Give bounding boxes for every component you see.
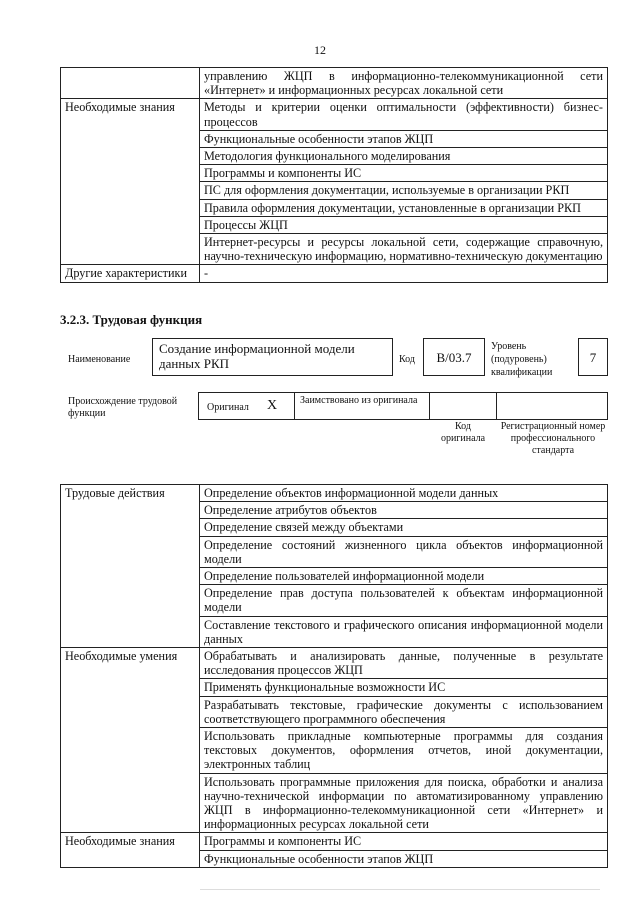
row-item: - (200, 265, 608, 282)
row-item: Использовать программные приложения для поиска, обработки и анализа научно-технической информации по автоматизированному управлению ЖЦП в информационно-телекоммуникационной сети «Интернет» и информационных ресурсах локальной сети (200, 773, 608, 833)
row-item: Процессы ЖЦП (200, 216, 608, 233)
level-label: Уровень (подуровень) квалификации (491, 341, 553, 378)
row-item: Определение атрибутов объектов (200, 502, 608, 519)
function-name-value: Создание информационной модели данных РКП (159, 341, 355, 371)
level-box (578, 338, 608, 376)
row-item: Определение объектов информационной модели данных (200, 485, 608, 502)
reg-number-box (496, 392, 608, 420)
row-item: управлению ЖЦП в информационно-телекоммуникационной сети «Интернет» и информационных ресурсах локальной сети (200, 68, 608, 99)
original-label: Оригинал (207, 402, 249, 413)
row-label: Необходимые знания (61, 99, 200, 265)
row-item: Программы и компоненты ИС (200, 833, 608, 850)
original-mark: X (267, 398, 278, 413)
reg-number-label: Регистрационный номер профессионального стандарта (500, 421, 606, 456)
row-item: Составление текстового и графического описания информационной модели данных (200, 616, 608, 647)
row-item: Определение прав доступа пользователей к объектам информационной модели (200, 585, 608, 616)
row-label: Трудовые действия (61, 485, 200, 648)
row-item: Функциональные особенности этапов ЖЦП (200, 850, 608, 867)
row-item: Правила оформления документации, установленные в организации РКП (200, 199, 608, 216)
row-item: Интернет-ресурсы и ресурсы локальной сети, содержащие справочную, научно-техническую информацию, нормативно-техническую документацию (200, 234, 608, 265)
level-value: 7 (589, 350, 597, 365)
code-label: Код (399, 354, 415, 365)
row-item: Определение пользователей информационной модели (200, 568, 608, 585)
row-item: Применять функциональные возможности ИС (200, 679, 608, 696)
row-label: Другие характеристики (61, 265, 200, 282)
function-details-table (60, 484, 608, 868)
table-row (61, 648, 608, 679)
bottom-rule (200, 889, 600, 890)
table-row (61, 68, 608, 99)
code-original-label: Код оригинала (440, 421, 486, 444)
row-item: ПС для оформления документации, используемые в организации РКП (200, 182, 608, 199)
row-item: Методология функционального моделирования (200, 148, 608, 165)
code-original-box (429, 392, 497, 420)
borrowed-label: Заимствовано из оригинала (300, 395, 418, 406)
row-label: Необходимые знания (61, 833, 200, 867)
row-item: Определение связей между объектами (200, 519, 608, 536)
code-box (423, 338, 485, 376)
table-row (61, 99, 608, 130)
row-item: Методы и критерии оценки оптимальности (эффективности) бизнес-процессов (200, 99, 608, 130)
code-value: B/03.7 (436, 350, 472, 365)
function-name-box (152, 338, 393, 376)
row-item: Разрабатывать текстовые, графические документы с использованием соответствующего программного обеспечения (200, 696, 608, 727)
original-box (198, 392, 295, 420)
row-item: Определение состояний жизненного цикла объектов информационной модели (200, 536, 608, 567)
row-item: Обрабатывать и анализировать данные, полученные в результате исследования процессов ЖЦП (200, 648, 608, 679)
section-title: 3.2.3. Трудовая функция (60, 312, 203, 327)
name-label: Наименование (68, 354, 131, 365)
table-row (61, 833, 608, 850)
row-item: Программы и компоненты ИС (200, 165, 608, 182)
row-item: Использовать прикладные компьютерные программы для создания текстовых документов, оформления отчетов, иной документации, электронных таблиц (200, 728, 608, 774)
knowledge-table-continued (60, 67, 608, 283)
row-label (61, 68, 200, 99)
table-row (61, 265, 608, 282)
borrowed-box (294, 392, 430, 420)
row-item: Функциональные особенности этапов ЖЦП (200, 130, 608, 147)
table-row (61, 485, 608, 502)
origin-label: Происхождение трудовой функции (68, 396, 178, 419)
row-label: Необходимые умения (61, 648, 200, 833)
page-number: 12 (314, 43, 326, 57)
